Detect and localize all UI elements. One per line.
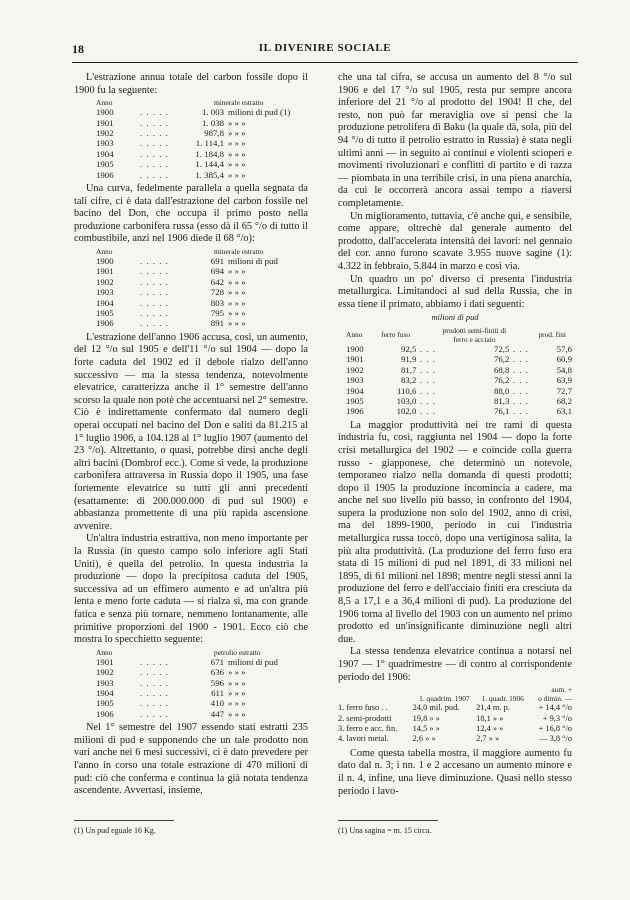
paragraph: Un'altra industria estrattiva, non meno importante per la Russia (in questo campo solo inferiore agli Stati Uniti), è quella del petrolio. In questa industria la produzione — dopo la precipitosa caduta del 1905, successiva ad un effimero aumento e ad un'altra più lenta e meno forte caduta — si rialza sì, ma con grande fatica e senza più tornare, nemmeno lontanamente, alle primitive proporzioni del 1900 - 1901. Ecco ciò che mostra lo specchietto seguente: xyxy=(74,533,308,646)
table-row: 1901 . . . . . 694 » » » xyxy=(96,266,246,277)
paragraph: Come questa tabella mostra, il maggiore aumento fu dato dal n. 3; i nn. 1 e 2 accesano un aumento minore e il n. 4, infine, una lieve diminuzione. Quasi nello stesso periodo i lavo- xyxy=(338,747,572,797)
table-row: 1902 . . . . . 642 » » » xyxy=(96,276,246,287)
petroleum-table xyxy=(74,648,308,719)
table-row: 1904 . . . . . 1. 184,8 » » » xyxy=(96,148,246,159)
footnote-rule xyxy=(74,820,174,821)
table-row: 1903 83,2 . . . 76,2 . . . 63,9 xyxy=(346,375,572,386)
table-header: prod. fini xyxy=(538,330,566,340)
table-row: 1904 110,6 . . . 88,0 . . . 72,7 xyxy=(346,385,572,396)
table-header-value: minerale estratto xyxy=(214,98,264,108)
table-row: 1900 92,5 . . . 72,5 . . . 57,6 xyxy=(346,343,572,354)
table-header: aum. + xyxy=(551,685,572,695)
table-header: 1. quadr. 1906 xyxy=(481,694,524,704)
table-row: 1906 102,0 . . . 76,1 . . . 63,1 xyxy=(346,406,572,417)
paragraph: Nel 1° semestre del 1907 essendo stati estratti 235 milioni di pud e supponendo che un tale prodotto non vari anche nei 6 mesi successivi, ci è dato prevedere per l'anno in corso una totale estrazione di 470 milioni di pud: ciò che conferma e continua la già notata tendenza ascendente. Avvertasi, insieme, xyxy=(74,722,308,797)
paragraph: Un quadro un po' diverso ci presenta l'industria metallurgica. Limitandoci al sud della Russia, che in essa tiene il primato, abbiamo i dati seguenti: xyxy=(338,273,572,310)
table-header-year: Anno xyxy=(96,98,113,108)
don-basin-table xyxy=(74,247,308,329)
table-row: 1901 . . . . . 671 milioni di pud xyxy=(96,656,278,667)
footnote: (1) Un pud eguale 16 Kg. xyxy=(74,826,156,835)
table-row: 1. ferro fuso . . 24,0 mil. pud. 21,4 m. p. + 14,4 °/o xyxy=(338,703,572,713)
table-title: milioni di pud xyxy=(431,313,479,323)
table-header: ferro fuso xyxy=(381,330,411,340)
table-row: 1906 . . . . . 447 » » » xyxy=(96,708,246,719)
table-row: 1903 . . . . . 1. 114,1 » » » xyxy=(96,138,246,149)
left-column xyxy=(74,72,308,798)
table-header-value: petrolio estratto xyxy=(214,647,261,657)
table-row: 1901 91,9 . . . 76,2 . . . 60,9 xyxy=(346,354,572,365)
paragraph: La stessa tendenza elevatrice continua a notarsi nel 1907 — 1° quadrimestre — di contro al corrispondente periodo del 1906: xyxy=(338,646,572,683)
table-row: 4. lavori metal. 2,6 » » 2,7 » » — 3,8 °/o xyxy=(338,734,572,744)
table-row: 1905 . . . . . 410 » » » xyxy=(96,698,246,709)
coal-production-table xyxy=(74,98,308,180)
table-row: 1900 . . . . . 1. 003 milioni di pud (1) xyxy=(96,107,291,118)
page-number: 18 xyxy=(72,42,84,56)
table-header: Anno xyxy=(346,330,363,340)
quarterly-comparison-table xyxy=(338,685,572,745)
running-title: IL DIVENIRE SOCIALE xyxy=(258,42,392,54)
paragraph: L'estrazione annua totale del carbon fossile dopo il 1900 fu la seguente: xyxy=(74,72,308,96)
page-header xyxy=(72,42,578,58)
table-row: 1905 . . . . . 795 » » » xyxy=(96,308,246,319)
table-row: 1905 . . . . . 1. 144,4 » » » xyxy=(96,159,246,170)
table-row: 1903 . . . . . 596 » » » xyxy=(96,677,246,688)
footnote: (1) Una sagina = m. 15 circa. xyxy=(338,826,432,835)
table-header: prodotti semi-finiti di ferro e acciaio xyxy=(442,325,507,344)
table-row: 1902 . . . . . 987,8 » » » xyxy=(96,128,246,138)
table-row: 1906 . . . . . 891 » » » xyxy=(96,318,246,329)
table-header-value: minerale estratto xyxy=(214,247,264,256)
metallurgy-table xyxy=(338,326,572,417)
table-header-year: Anno xyxy=(96,247,113,256)
table-row: 1904 . . . . . 803 » » » xyxy=(96,297,246,308)
table-row: 1903 . . . . . 728 » » » xyxy=(96,287,246,298)
table-row: 1906 . . . . . 1. 385,4 » » » xyxy=(96,169,246,180)
paragraph: che una tal cifra, se accusa un aumento del 8 °/o sul 1906 e del 17 °/o sul 1905, resta pur sempre ancora inferiore del 21 °/o al prodotto del 1904! Il che, del resto, non può far meraviglia ove si pensi che la produzione petrolifera di Baku (la quale dà, sola, più del 94 °/o di tutto il petrolio estratto in Russia) è stata negli ultimi anni — in seguito ai continui e violenti scioperi e movimenti rivoluzionari e conflitti di partito e di razza — piombata in una terribile crisi, in una piena anarchia, da cui le occorrerà ancora assai tempo a riaversi completamente. xyxy=(338,72,572,209)
right-column xyxy=(338,72,572,798)
paragraph: Una curva, fedelmente parallela a quella segnata da tali cifre, ci è data dall'estrazione del carbon fossile nel bacino del Don, che occupa il primo posto nella produzione carbonifera russa (esso dà il 65 °/o di tutto il combustibile, anzi nel 1906 diede il 68 °/o): xyxy=(74,183,308,245)
table-header: 1. quadrim. 1907 xyxy=(419,694,470,704)
paragraph: La maggior produttività nei tre rami di questa industria fu, così, raggiunta nel 1904 — dopo la forte crisi metallurgica del 1902 — e coincide colla guerra russo - giapponese, che determinò un notevole, temporaneo rialzo nella domanda di questi prodotti; dopo il 1905 la produzione incomincia a cadere, ma anche nel suo livello più basso, in confronto del 1904, supera la produzione non solo del 1902, anno di crisi, ma del 1899-1900, periodo in cui l'industria metallurgica russa toccò, dopo una vertiginosa salita, la più alta produttività. (La produzione del ferro fuso era stata di 15 milioni di pud nel 1891, di 33 milioni nel 1895, di 61 milioni nel 1898; mentre negli stessi anni la produzione del ferro e dell'acciaio finiti era cresciuta da 8,5 a 17,1 e a 36,4 milioni di pud). La produzione del 1906 torna al livello del 1903 con un aumento nel primo prodotto ed un'insignificante diminuzione negli altri due. xyxy=(338,419,572,645)
table-row: 3. ferro e acc. fin. 14,5 » » 12,4 » » + 16,8 °/o xyxy=(338,724,572,733)
table-row: 1902 . . . . . 636 » » » xyxy=(96,667,246,678)
paragraph: L'estrazione dell'anno 1906 accusa, così, un aumento, del 12 °/o sul 1905 e dell'11 °/o sul 1904 — dopo la forte caduta del 1902 ed il debole rialzo dell'anno successivo — ma la stessa tendenza, notevolmente elevatrice, caratterizza anche il 1° semestre dell'anno scorso la quale non potè che accentuarsi nel 2° semestre. Ciò è indirettamente confermato dal numero degli operai occupati nel bacino del Don e saliti da 81.215 al 1° luglio 1906, a 104.128 al 1° luglio 1907 (aumento del 23 °/o). Altrettanto, o quasi, potrebbe dirsi anche degli altri bacini (Dombrof ecc.). Come si vede, la produzione carbonifera attraversa in Russia dopo il 1905, una fase fortemente elevatrice su tutti gli anni precedenti (esattamente: di 200.000.000 di pud sul 1900) e abbastanza promettente di una più rapida ascensione avvenire. xyxy=(74,331,308,532)
table-row: 1905 103,0 . . . 81,3 . . . 68,2 xyxy=(346,395,572,406)
table-row: 1901 . . . . . 1. 038 » » » xyxy=(96,117,246,128)
table-row: 1902 81,7 . . . 68,8 . . . 54,8 xyxy=(346,364,572,375)
table-header: o dimin. — xyxy=(538,694,572,704)
paragraph: Un miglioramento, tuttavia, c'è anche qui, e sensibile, come appare, oltrechè dal generale aumento del prodotto, dall'accelerata intensità dei lavori: nel gennaio del cor. anno furono scavate 3.955 nuove sagine (1): 4.322 in febbraio, 5.844 in marzo e così via. xyxy=(338,210,572,272)
table-row: 2. semi-prodotti 19,8 » » 18,1 » » + 9,3 °/o xyxy=(338,713,572,723)
footnote-rule xyxy=(338,820,438,821)
header-rule xyxy=(72,62,578,63)
table-row: 1900 . . . . . 691 milioni di pud xyxy=(96,256,278,266)
table-header-year: Anno xyxy=(96,647,113,657)
table-row: 1904 . . . . . 611 » » » xyxy=(96,687,246,698)
